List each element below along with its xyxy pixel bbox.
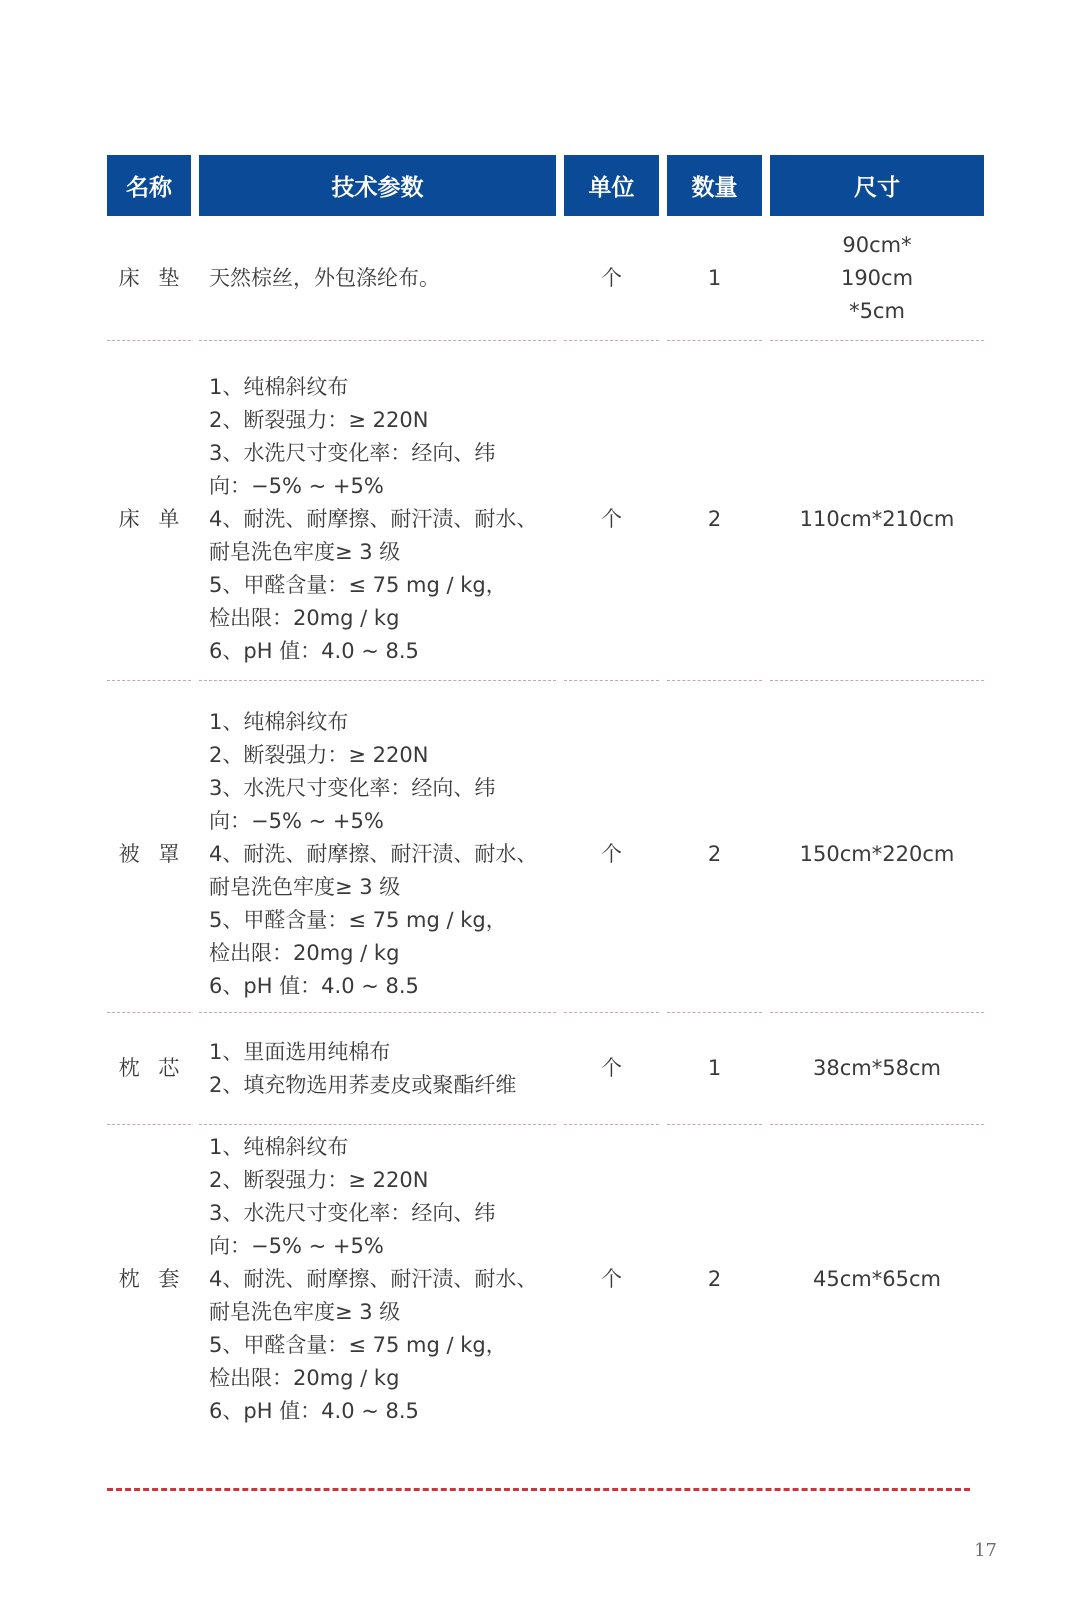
spec-line: 向：−5% ~ +5% [209, 809, 384, 833]
row-quantity-cell [667, 1125, 762, 1433]
spec-line: 向：−5% ~ +5% [209, 1233, 384, 1258]
spec-lines [209, 371, 537, 668]
spec-table [107, 155, 984, 1433]
size-line: *5cm [849, 298, 905, 323]
header-quantity: 数量 [667, 155, 762, 216]
row-quantity-cell [667, 216, 762, 341]
spec-line: 5、甲醛含量：≤ 75 mg ∕ kg， [209, 908, 507, 932]
row-spec-cell [199, 681, 556, 1013]
size-line: 190cm [840, 265, 914, 290]
spec-line: 6、pH 值：4.0 ~ 8.5 [209, 1398, 419, 1423]
row-name-cell [107, 1125, 191, 1433]
spec-line: 5、甲醛含量：≤ 75 mg ∕ kg， [209, 1332, 507, 1357]
spec-line: 1、纯棉斜纹布 [209, 710, 349, 734]
row-spec-cell [199, 1125, 556, 1433]
spec-lines [209, 1131, 537, 1428]
row-name-cell [107, 681, 191, 1013]
spec-line: 2、断裂强力：≥ 220N [209, 408, 429, 432]
spec-line: 耐皂洗色牢度≥ 3 级 [209, 875, 401, 899]
row-name-cell [107, 341, 191, 681]
item-name: 床 垫 [118, 265, 186, 290]
item-unit: 个 [601, 1056, 622, 1080]
spec-line: 天然棕丝，外包涤纶布。 [209, 265, 440, 290]
row-spec-cell [199, 216, 556, 341]
item-quantity: 1 [707, 1056, 722, 1080]
item-name: 被 罩 [118, 842, 186, 866]
item-quantity: 2 [707, 507, 722, 531]
row-unit-cell [564, 681, 659, 1013]
spec-lines [209, 1036, 516, 1102]
spec-line: 4、耐洗、耐摩擦、耐汗渍、耐水、 [209, 842, 538, 866]
row-name-cell [107, 1013, 191, 1125]
spec-line: 3、水洗尺寸变化率：经向、纬 [209, 776, 496, 800]
spec-line: 5、甲醛含量：≤ 75 mg ∕ kg， [209, 573, 507, 597]
header-name: 名称 [107, 155, 191, 216]
footer-divider [107, 1488, 970, 1491]
spec-line: 2、断裂强力：≥ 220N [209, 743, 429, 767]
spec-line: 检出限：20mg ∕ kg [209, 941, 400, 965]
size-lines [841, 229, 913, 328]
spec-line: 6、pH 值：4.0 ~ 8.5 [209, 639, 419, 663]
row-size-cell [770, 681, 984, 1013]
item-quantity: 2 [707, 842, 722, 866]
spec-line: 1、纯棉斜纹布 [209, 1134, 349, 1159]
item-unit: 个 [601, 842, 622, 866]
row-quantity-cell [667, 1013, 762, 1125]
item-quantity: 2 [707, 1266, 722, 1291]
row-quantity-cell [667, 681, 762, 1013]
spec-line: 3、水洗尺寸变化率：经向、纬 [209, 1200, 496, 1225]
spec-line: 1、纯棉斜纹布 [209, 375, 349, 399]
size-lines [800, 838, 955, 871]
spec-line: 6、pH 值：4.0 ~ 8.5 [209, 974, 419, 998]
row-name-cell [107, 216, 191, 341]
row-size-cell [770, 1125, 984, 1433]
size-line: 45cm*65cm [813, 1266, 941, 1291]
row-size-cell [770, 216, 984, 341]
header-unit: 单位 [564, 155, 659, 216]
spec-line: 2、断裂强力：≥ 220N [209, 1167, 429, 1192]
row-quantity-cell [667, 341, 762, 681]
size-line: 38cm*58cm [813, 1056, 941, 1080]
spec-line: 向：−5% ~ +5% [209, 474, 384, 498]
row-size-cell [770, 1013, 984, 1125]
spec-lines [209, 706, 537, 1003]
header-size: 尺寸 [770, 155, 984, 216]
item-unit: 个 [601, 507, 622, 531]
spec-line: 检出限：20mg ∕ kg [209, 1365, 400, 1390]
spec-line: 4、耐洗、耐摩擦、耐汗渍、耐水、 [209, 507, 538, 531]
item-unit: 个 [601, 265, 622, 290]
spec-line: 1、里面选用纯棉布 [209, 1039, 391, 1064]
item-name: 枕 套 [118, 1266, 186, 1291]
row-spec-cell [199, 1013, 556, 1125]
row-spec-cell [199, 341, 556, 681]
spec-line: 检出限：20mg ∕ kg [209, 606, 400, 630]
row-unit-cell [564, 1013, 659, 1125]
size-line: 90cm* [842, 232, 912, 257]
item-name: 床 单 [118, 507, 186, 531]
spec-line: 2、填充物选用荞麦皮或聚酯纤维 [209, 1072, 517, 1097]
size-line: 110cm*210cm [799, 507, 955, 531]
row-unit-cell [564, 216, 659, 341]
row-size-cell [770, 341, 984, 681]
item-quantity: 1 [707, 265, 722, 290]
spec-line: 耐皂洗色牢度≥ 3 级 [209, 540, 401, 564]
page-number: 17 [974, 1540, 997, 1561]
spec-line: 4、耐洗、耐摩擦、耐汗渍、耐水、 [209, 1266, 538, 1291]
size-lines [800, 503, 955, 536]
size-lines [813, 1263, 941, 1296]
spec-line: 耐皂洗色牢度≥ 3 级 [209, 1299, 401, 1324]
size-lines [813, 1052, 941, 1085]
size-line: 150cm*220cm [799, 842, 955, 866]
spec-line: 3、水洗尺寸变化率：经向、纬 [209, 441, 496, 465]
row-unit-cell [564, 341, 659, 681]
item-unit: 个 [601, 1266, 622, 1291]
spec-lines [209, 262, 440, 295]
item-name: 枕 芯 [118, 1056, 186, 1080]
row-unit-cell [564, 1125, 659, 1433]
header-spec: 技术参数 [199, 155, 556, 216]
